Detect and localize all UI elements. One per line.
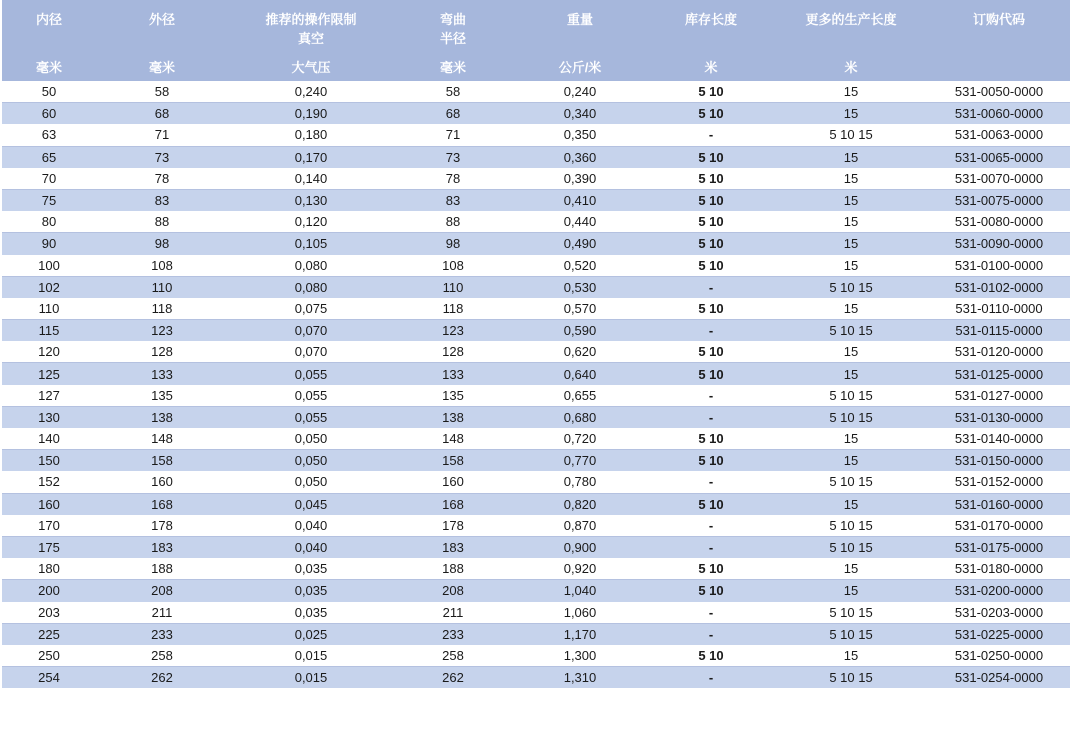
table-cell-stock-length: - [648,471,774,493]
table-cell-order-code: 531-0063-0000 [928,124,1070,146]
table-cell-production-length: 15 [774,645,928,667]
table-cell-outer-diameter: 262 [96,667,228,689]
table-cell-weight: 0,350 [512,124,648,146]
header-row [2,0,1070,81]
table-cell-weight: 0,590 [512,320,648,342]
table-cell-order-code: 531-0130-0000 [928,406,1070,428]
table-row [2,667,1070,689]
table-cell-vacuum-limit: 0,070 [228,341,394,363]
table-cell-production-length: 15 [774,81,928,103]
table-cell-outer-diameter: 83 [96,189,228,211]
table-cell-weight: 0,655 [512,385,648,407]
column-header-production-length [774,0,928,81]
table-cell-vacuum-limit: 0,015 [228,645,394,667]
table-cell-production-length: 15 [774,168,928,190]
table-cell-bend-radius: 68 [394,103,512,125]
column-header-outer-diameter [96,0,228,81]
table-cell-production-length: 15 [774,146,928,168]
table-cell-outer-diameter: 71 [96,124,228,146]
table-cell-outer-diameter: 110 [96,276,228,298]
table-cell-stock-length: 5 10 [648,211,774,233]
table-cell-weight: 1,170 [512,623,648,645]
table-cell-vacuum-limit: 0,120 [228,211,394,233]
table-cell-order-code: 531-0203-0000 [928,602,1070,624]
table-cell-vacuum-limit: 0,025 [228,623,394,645]
table-cell-order-code: 531-0180-0000 [928,558,1070,580]
column-header-title [228,10,394,48]
table-cell-outer-diameter: 58 [96,81,228,103]
table-cell-weight: 0,520 [512,255,648,277]
column-header-title [512,10,648,29]
table-cell-order-code: 531-0060-0000 [928,103,1070,125]
table-cell-weight: 0,360 [512,146,648,168]
column-header-unit: 米 [844,60,858,75]
table-cell-outer-diameter: 158 [96,450,228,472]
table-cell-production-length: 15 [774,211,928,233]
table-cell-vacuum-limit: 0,045 [228,493,394,515]
table-cell-bend-radius: 178 [394,515,512,537]
table-row [2,168,1070,190]
table-cell-weight: 1,300 [512,645,648,667]
table-cell-inner-diameter: 70 [2,168,96,190]
table-cell-vacuum-limit: 0,015 [228,667,394,689]
table-cell-inner-diameter: 203 [2,602,96,624]
table-cell-bend-radius: 168 [394,493,512,515]
table-cell-outer-diameter: 135 [96,385,228,407]
table-cell-order-code: 531-0050-0000 [928,81,1070,103]
table-cell-stock-length: 5 10 [648,168,774,190]
table-cell-stock-length: 5 10 [648,645,774,667]
table-cell-inner-diameter: 160 [2,493,96,515]
column-header-title [96,10,228,29]
table-cell-production-length: 15 [774,255,928,277]
table-cell-stock-length: 5 10 [648,558,774,580]
table-cell-production-length: 5 10 15 [774,602,928,624]
table-cell-bend-radius: 58 [394,81,512,103]
table-cell-bend-radius: 183 [394,536,512,558]
table-cell-inner-diameter: 170 [2,515,96,537]
table-cell-production-length: 5 10 15 [774,406,928,428]
table-cell-vacuum-limit: 0,240 [228,81,394,103]
column-header-unit: 大气压 [291,60,331,75]
table-cell-production-length: 5 10 15 [774,515,928,537]
column-header-unit: 毫米 [148,60,175,75]
table-cell-production-length: 15 [774,450,928,472]
table-cell-inner-diameter: 100 [2,255,96,277]
table-cell-inner-diameter: 200 [2,580,96,602]
table-cell-order-code: 531-0150-0000 [928,450,1070,472]
table-cell-order-code: 531-0075-0000 [928,189,1070,211]
table-cell-production-length: 15 [774,341,928,363]
table-cell-inner-diameter: 254 [2,667,96,689]
table-cell-production-length: 5 10 15 [774,385,928,407]
column-header-vacuum-limit [228,0,394,81]
table-cell-outer-diameter: 73 [96,146,228,168]
table-cell-weight: 0,780 [512,471,648,493]
table-row [2,515,1070,537]
table-cell-order-code: 531-0125-0000 [928,363,1070,385]
table-cell-inner-diameter: 50 [2,81,96,103]
table-cell-production-length: 15 [774,580,928,602]
table-cell-inner-diameter: 63 [2,124,96,146]
column-header-title-line: 订购代码 [972,12,1025,27]
table-cell-stock-length: 5 10 [648,189,774,211]
column-header-title-line: 弯曲 [439,12,466,27]
table-cell-stock-length: 5 10 [648,450,774,472]
table-cell-outer-diameter: 178 [96,515,228,537]
column-header-weight [512,0,648,81]
table-cell-bend-radius: 73 [394,146,512,168]
table-cell-production-length: 5 10 15 [774,276,928,298]
column-header-title-line: 外径 [148,12,175,27]
table-row [2,385,1070,407]
table-cell-order-code: 531-0080-0000 [928,211,1070,233]
table-row [2,580,1070,602]
column-header-unit: 公斤/米 [558,60,602,75]
table-cell-order-code: 531-0065-0000 [928,146,1070,168]
table-cell-outer-diameter: 148 [96,428,228,450]
table-cell-vacuum-limit: 0,050 [228,450,394,472]
table-cell-order-code: 531-0120-0000 [928,341,1070,363]
table-cell-outer-diameter: 98 [96,233,228,255]
table-cell-weight: 0,920 [512,558,648,580]
table-cell-vacuum-limit: 0,075 [228,298,394,320]
table-cell-vacuum-limit: 0,050 [228,428,394,450]
table-cell-inner-diameter: 225 [2,623,96,645]
column-header-title-line: 库存长度 [684,12,737,27]
column-header-unit: 毫米 [439,60,466,75]
table-header [2,0,1070,81]
table-cell-outer-diameter: 118 [96,298,228,320]
column-header-title [648,10,774,29]
table-cell-inner-diameter: 152 [2,471,96,493]
table-cell-inner-diameter: 102 [2,276,96,298]
table-cell-bend-radius: 211 [394,602,512,624]
table-cell-order-code: 531-0160-0000 [928,493,1070,515]
table-cell-bend-radius: 118 [394,298,512,320]
table-cell-bend-radius: 133 [394,363,512,385]
table-cell-weight: 0,410 [512,189,648,211]
table-cell-order-code: 531-0140-0000 [928,428,1070,450]
table-cell-vacuum-limit: 0,055 [228,385,394,407]
table-row [2,189,1070,211]
table-cell-weight: 0,530 [512,276,648,298]
table-cell-weight: 1,040 [512,580,648,602]
table-row [2,341,1070,363]
table-cell-order-code: 531-0110-0000 [928,298,1070,320]
table-cell-bend-radius: 160 [394,471,512,493]
table-cell-inner-diameter: 130 [2,406,96,428]
table-row [2,471,1070,493]
table-row [2,493,1070,515]
table-cell-inner-diameter: 60 [2,103,96,125]
table-row [2,255,1070,277]
table-cell-inner-diameter: 175 [2,536,96,558]
table-cell-weight: 1,060 [512,602,648,624]
table-cell-inner-diameter: 125 [2,363,96,385]
table-cell-stock-length: - [648,385,774,407]
table-cell-bend-radius: 188 [394,558,512,580]
table-row [2,428,1070,450]
table-cell-production-length: 15 [774,233,928,255]
table-cell-weight: 0,640 [512,363,648,385]
table-cell-vacuum-limit: 0,040 [228,515,394,537]
table-row [2,103,1070,125]
table-row [2,146,1070,168]
table-cell-weight: 0,870 [512,515,648,537]
table-cell-vacuum-limit: 0,140 [228,168,394,190]
table-cell-weight: 1,310 [512,667,648,689]
table-cell-outer-diameter: 188 [96,558,228,580]
table-cell-bend-radius: 208 [394,580,512,602]
column-header-title-line: 半径 [439,31,466,46]
table-cell-order-code: 531-0250-0000 [928,645,1070,667]
column-header-order-code [928,0,1070,81]
table-cell-inner-diameter: 90 [2,233,96,255]
table-cell-production-length: 15 [774,103,928,125]
table-cell-stock-length: - [648,667,774,689]
table-cell-order-code: 531-0100-0000 [928,255,1070,277]
table-cell-bend-radius: 262 [394,667,512,689]
table-cell-outer-diameter: 138 [96,406,228,428]
table-cell-outer-diameter: 133 [96,363,228,385]
column-header-title [394,10,512,48]
table-cell-inner-diameter: 75 [2,189,96,211]
column-header-inner-diameter [2,0,96,81]
table-cell-weight: 0,620 [512,341,648,363]
table-cell-outer-diameter: 160 [96,471,228,493]
table-cell-vacuum-limit: 0,050 [228,471,394,493]
table-row [2,298,1070,320]
column-header-title-line: 真空 [297,31,324,46]
table-cell-order-code: 531-0175-0000 [928,536,1070,558]
table-cell-weight: 0,570 [512,298,648,320]
table-cell-outer-diameter: 128 [96,341,228,363]
table-cell-inner-diameter: 120 [2,341,96,363]
table-cell-outer-diameter: 211 [96,602,228,624]
table-cell-order-code: 531-0090-0000 [928,233,1070,255]
table-row [2,623,1070,645]
column-header-title [2,10,96,29]
table-cell-stock-length: 5 10 [648,341,774,363]
table-row [2,602,1070,624]
table-cell-production-length: 5 10 15 [774,536,928,558]
table-cell-bend-radius: 78 [394,168,512,190]
table-cell-vacuum-limit: 0,105 [228,233,394,255]
table-cell-outer-diameter: 108 [96,255,228,277]
table-cell-stock-length: 5 10 [648,81,774,103]
table-row [2,276,1070,298]
table-cell-bend-radius: 138 [394,406,512,428]
table-cell-inner-diameter: 127 [2,385,96,407]
table-cell-order-code: 531-0070-0000 [928,168,1070,190]
table-cell-outer-diameter: 123 [96,320,228,342]
table-cell-production-length: 5 10 15 [774,471,928,493]
table-row [2,81,1070,103]
table-cell-order-code: 531-0102-0000 [928,276,1070,298]
column-header-unit: 米 [704,60,718,75]
table-cell-vacuum-limit: 0,080 [228,276,394,298]
table-cell-stock-length: 5 10 [648,103,774,125]
table-cell-bend-radius: 258 [394,645,512,667]
table-cell-inner-diameter: 150 [2,450,96,472]
table-cell-weight: 0,490 [512,233,648,255]
table-cell-inner-diameter: 250 [2,645,96,667]
table-cell-bend-radius: 158 [394,450,512,472]
table-row [2,320,1070,342]
table-cell-production-length: 5 10 15 [774,667,928,689]
column-header-stock-length [648,0,774,81]
table-cell-stock-length: - [648,515,774,537]
table-row [2,536,1070,558]
table-cell-outer-diameter: 233 [96,623,228,645]
table-body [2,81,1070,688]
table-cell-vacuum-limit: 0,040 [228,536,394,558]
table-cell-production-length: 5 10 15 [774,623,928,645]
table-cell-weight: 0,720 [512,428,648,450]
table-cell-inner-diameter: 115 [2,320,96,342]
table-cell-bend-radius: 110 [394,276,512,298]
table-row [2,233,1070,255]
table-cell-bend-radius: 135 [394,385,512,407]
table-cell-outer-diameter: 183 [96,536,228,558]
table-cell-order-code: 531-0254-0000 [928,667,1070,689]
table-cell-weight: 0,390 [512,168,648,190]
table-cell-production-length: 15 [774,493,928,515]
table-row [2,124,1070,146]
table-cell-outer-diameter: 258 [96,645,228,667]
table-row [2,363,1070,385]
table-cell-stock-length: - [648,623,774,645]
table-cell-inner-diameter: 180 [2,558,96,580]
column-header-title-line: 重量 [566,12,593,27]
table-cell-order-code: 531-0115-0000 [928,320,1070,342]
table-cell-order-code: 531-0225-0000 [928,623,1070,645]
table-cell-bend-radius: 83 [394,189,512,211]
table-cell-weight: 0,770 [512,450,648,472]
table-row [2,645,1070,667]
table-cell-vacuum-limit: 0,170 [228,146,394,168]
table-cell-inner-diameter: 110 [2,298,96,320]
table-cell-production-length: 15 [774,428,928,450]
table-cell-vacuum-limit: 0,130 [228,189,394,211]
table-cell-vacuum-limit: 0,035 [228,602,394,624]
table-cell-bend-radius: 148 [394,428,512,450]
column-header-title-line: 推荐的操作限制 [265,12,357,27]
table-cell-outer-diameter: 68 [96,103,228,125]
table-cell-outer-diameter: 168 [96,493,228,515]
table-cell-stock-length: 5 10 [648,255,774,277]
table-row [2,406,1070,428]
table-cell-order-code: 531-0152-0000 [928,471,1070,493]
table-cell-stock-length: - [648,276,774,298]
table-cell-bend-radius: 98 [394,233,512,255]
table-cell-stock-length: - [648,602,774,624]
table-cell-stock-length: 5 10 [648,298,774,320]
table-cell-order-code: 531-0127-0000 [928,385,1070,407]
table-cell-weight: 0,340 [512,103,648,125]
table-cell-production-length: 15 [774,558,928,580]
table-cell-stock-length: 5 10 [648,233,774,255]
table-cell-weight: 0,440 [512,211,648,233]
table-cell-vacuum-limit: 0,055 [228,406,394,428]
table-cell-production-length: 15 [774,189,928,211]
table-cell-weight: 0,820 [512,493,648,515]
table-cell-stock-length: 5 10 [648,493,774,515]
table-cell-stock-length: 5 10 [648,363,774,385]
column-header-title [774,10,928,29]
table-cell-inner-diameter: 65 [2,146,96,168]
table-cell-vacuum-limit: 0,180 [228,124,394,146]
table-cell-stock-length: - [648,320,774,342]
table-cell-vacuum-limit: 0,070 [228,320,394,342]
column-header-title-line: 内径 [35,12,62,27]
table-cell-vacuum-limit: 0,035 [228,580,394,602]
table-cell-weight: 0,240 [512,81,648,103]
table-cell-vacuum-limit: 0,035 [228,558,394,580]
table-cell-order-code: 531-0170-0000 [928,515,1070,537]
spec-table [2,0,1070,688]
table-cell-vacuum-limit: 0,055 [228,363,394,385]
table-cell-bend-radius: 71 [394,124,512,146]
table-cell-stock-length: 5 10 [648,146,774,168]
table-row [2,558,1070,580]
table-cell-vacuum-limit: 0,190 [228,103,394,125]
table-cell-outer-diameter: 78 [96,168,228,190]
table-cell-stock-length: - [648,406,774,428]
table-cell-stock-length: - [648,536,774,558]
table-cell-production-length: 15 [774,363,928,385]
column-header-bend-radius [394,0,512,81]
table-cell-inner-diameter: 140 [2,428,96,450]
table-cell-bend-radius: 128 [394,341,512,363]
column-header-title [928,10,1070,29]
table-cell-weight: 0,900 [512,536,648,558]
table-cell-production-length: 15 [774,298,928,320]
table-cell-order-code: 531-0200-0000 [928,580,1070,602]
table-cell-vacuum-limit: 0,080 [228,255,394,277]
column-header-unit: 毫米 [35,60,62,75]
table-cell-outer-diameter: 88 [96,211,228,233]
table-cell-inner-diameter: 80 [2,211,96,233]
column-header-title-line: 更多的生产长度 [805,12,897,27]
table-cell-bend-radius: 88 [394,211,512,233]
table-cell-stock-length: - [648,124,774,146]
table-cell-outer-diameter: 208 [96,580,228,602]
table-cell-production-length: 5 10 15 [774,320,928,342]
table-cell-bend-radius: 108 [394,255,512,277]
table-cell-bend-radius: 233 [394,623,512,645]
table-cell-bend-radius: 123 [394,320,512,342]
table-row [2,211,1070,233]
table-row [2,450,1070,472]
table-cell-production-length: 5 10 15 [774,124,928,146]
table-cell-weight: 0,680 [512,406,648,428]
table-cell-stock-length: 5 10 [648,428,774,450]
table-cell-stock-length: 5 10 [648,580,774,602]
